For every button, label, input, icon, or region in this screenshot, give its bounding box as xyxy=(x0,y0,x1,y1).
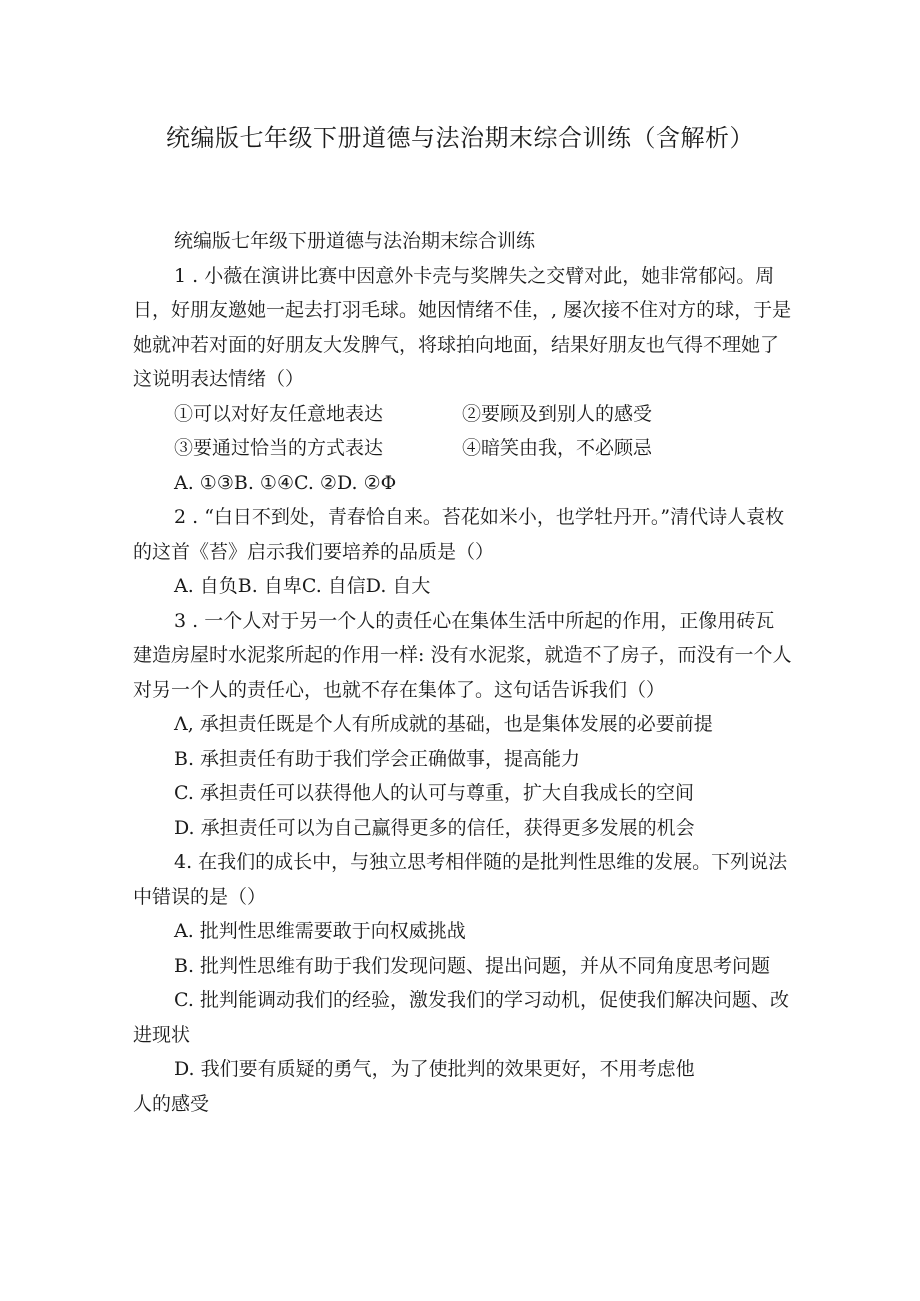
question-1-items-row-1 xyxy=(133,397,793,432)
question-1-item: ②要顾及到别人的感受 xyxy=(462,402,653,425)
question-3-option: Λ, 承担责任既是个人有所成就的基础，也是集体发展的必要前提 xyxy=(174,713,713,735)
question-3-option: B. 承担责任有助于我们学会正确做事，提高能力 xyxy=(174,747,581,770)
document-subtitle: 统编版七年级下册道德与法治期末综合训练 xyxy=(174,230,536,252)
question-1-items-row-2 xyxy=(133,431,793,466)
question-4-option: C. 批判能调动我们的经验，激发我们的学习动机，促使我们解决问题、改进现状 xyxy=(133,989,789,1046)
question-3-option: C. 承担责任可以获得他人的认可与尊重，扩大自我成长的空间 xyxy=(174,782,694,804)
question-3-option: D. 承担责任可以为自己赢得更多的信任，获得更多发展的机会 xyxy=(174,816,695,839)
question-1-item: ④暗笑由我，不必顾忌 xyxy=(462,437,653,459)
question-1-item: ③要通过恰当的方式表达 xyxy=(174,437,384,459)
question-4-option: B. 批判性思维有助于我们发现问题、提出问题，并从不同角度思考问题 xyxy=(174,954,771,977)
question-3-stem: 3 . 一个人对于另一个人的责任心在集体生活中所起的作用，正像用砖瓦建造房屋时水泥浆所起的作用一样: 没有水泥浆，就造不了房子，而没有一个人对另一个人的责任心，也就不存在集体了。这句话告诉我们（） xyxy=(133,609,792,701)
question-2-answers: A. 自负B. 自卑C. 自信D. 自大 xyxy=(174,575,431,597)
question-1-answers: A. ①③B. ①④C. ②D. ②Φ xyxy=(174,471,397,494)
question-2-stem: 2 . “白日不到处，青春恰自来。苔花如米小，也学牡丹开。”清代诗人袁枚的这首《苔》启示我们要培养的品质是（） xyxy=(133,506,785,563)
question-1-stem: 1 . 小薇在演讲比赛中因意外卡壳与奖牌失之交臂对此，她非常郁闷。周日，好朋友邀她一起去打羽毛球。她因情绪不佳，, 屡次接不住对方的球，于是她就冲若对面的好朋友大发脾气，将球拍向地面，结果好朋友也气得不理她了这说明表达情绪（） xyxy=(133,264,792,390)
question-4-option-d-line-1: D. 我们要有质疑的勇气，为了使批判的效果更好，不用考虑他 xyxy=(174,1058,695,1080)
question-1-item: ①可以对好友任意地表达 xyxy=(174,402,384,425)
question-4-option-d-line-2: 人的感受 xyxy=(133,1092,210,1115)
document-body xyxy=(133,224,793,1121)
page-title: 统编版七年级下册道德与法治期末综合训练（含解析） xyxy=(166,124,754,152)
question-4-option: A. 批判性思维需要敢于向权威挑战 xyxy=(174,920,466,942)
question-4-stem: 4. 在我们的成长中，与独立思考相伴随的是批判性思维的发展。下列说法中错误的是（） xyxy=(133,851,788,908)
